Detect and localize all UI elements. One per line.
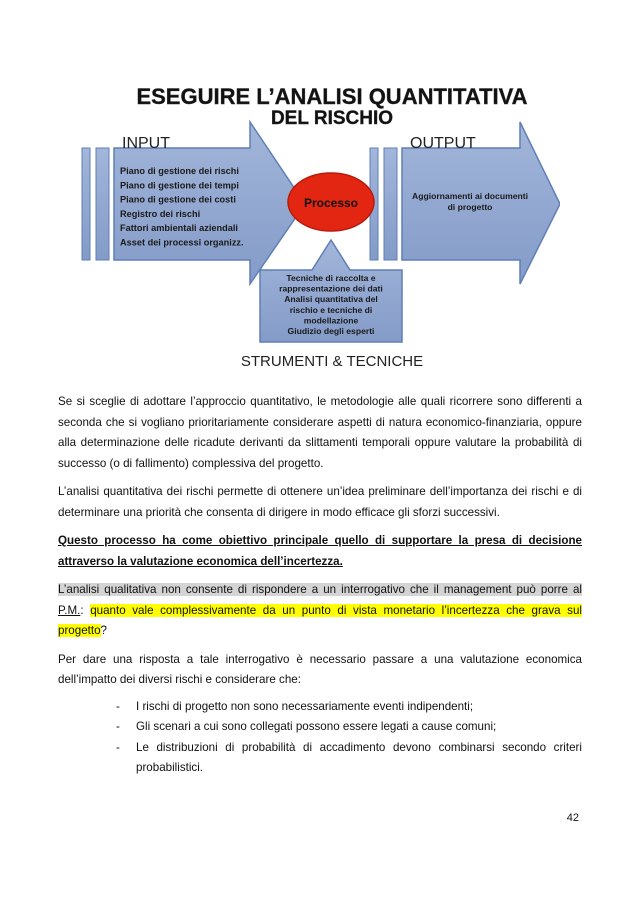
output-item: di progetto <box>447 202 493 212</box>
tools-item: rappresentazione dei dati <box>279 283 383 294</box>
tools-item: modellazione <box>303 315 359 326</box>
input-item: Registro dei rischi <box>120 208 201 219</box>
bullet-text: Le distribuzioni di probabilità di accadimento devono combinarsi secondo criteri probabilistici. <box>136 740 582 774</box>
list-item <box>116 717 582 738</box>
output-label: OUTPUT <box>410 135 476 152</box>
input-item: Asset dei processi organizz. <box>120 237 244 248</box>
list-item <box>116 697 582 718</box>
diagram-title-line2: DEL RISCHIO <box>270 108 394 129</box>
input-item: Piano di gestione dei tempi <box>120 180 239 191</box>
paragraph-4-intro: L’analisi qualitativa non consente di rispondere a un interrogativo che il management può porre al <box>58 583 582 596</box>
output-stripe-2 <box>384 148 397 260</box>
tools-item: Analisi quantitativa del <box>284 294 378 305</box>
paragraph-4-pm: P.M. <box>58 603 81 617</box>
paragraph-4-colon: : <box>80 603 91 617</box>
bullet-dash: - <box>116 699 120 713</box>
diagram-graphic <box>80 72 560 374</box>
tools-items-list <box>279 273 383 336</box>
paragraph-2: L’analisi quantitativa dei rischi permette di ottenere un’idea preliminare dell’importanza dei rischi e di determinare una priorità che consenta di dirigere in modo efficace gli sforzi successivi. <box>58 485 582 519</box>
paragraph-1: Se si sceglie di adottare l’approccio quantitativo, le metodologie alle quali ricorrere sono differenti a seconda che si vogliano prioritariamente considerare aspetti di natura economico-finanziaria, oppure alla determinazione delle ricadute derivanti da slittamenti temporali oppure valutare la probabilità di successo (o di fallimento) complessiva del progetto. <box>58 395 582 470</box>
diagram-title-line1: ESEGUIRE L’ANALISI QUANTITATIVA <box>136 84 528 109</box>
tools-label: STRUMENTI & TECNICHE <box>240 353 424 370</box>
process-diagram <box>80 72 560 374</box>
paragraph-3: Questo processo ha come obiettivo principale quello di supportare la presa di decisione attraverso la valutazione economica dell’incertezza. <box>58 534 582 568</box>
bullet-text: Gli scenari a cui sono collegati possono essere legati a cause comuni; <box>136 720 497 733</box>
input-item: Fattori ambientali aziendali <box>120 223 238 234</box>
paragraph-4-question: quanto vale complessivamente da un punto di vista monetario l’incertezza che grava sul progetto <box>58 603 582 637</box>
input-stripe-1 <box>82 148 90 260</box>
bullet-dash: - <box>116 740 120 754</box>
bullet-dash: - <box>116 720 120 733</box>
paragraph-5: Per dare una risposta a tale interrogativo è necessario passare a una valutazione economica dell’impatto dei diversi rischi e considerare che: <box>58 652 582 686</box>
list-item <box>116 738 582 779</box>
body-text <box>58 392 582 779</box>
input-item: Piano di gestione dei rischi <box>120 166 239 176</box>
bullet-list <box>58 697 582 779</box>
input-stripe-2 <box>96 148 109 260</box>
bullet-text: I rischi di progetto non sono necessariamente eventi indipendenti; <box>136 699 474 713</box>
paragraph-4 <box>58 580 582 642</box>
process-label: Processo <box>303 196 359 210</box>
paragraph-4-mark: ? <box>100 624 107 637</box>
tools-item: rischio e tecniche di <box>289 304 373 315</box>
input-item: Piano di gestione dei costi <box>120 194 236 205</box>
page-number: 42 <box>566 812 579 824</box>
tools-item: Giudizio degli esperti <box>287 326 375 336</box>
tools-item: Tecniche di raccolta e <box>286 273 376 283</box>
output-item: Aggiornamenti ai documenti <box>411 191 529 201</box>
input-label: INPUT <box>122 135 170 152</box>
